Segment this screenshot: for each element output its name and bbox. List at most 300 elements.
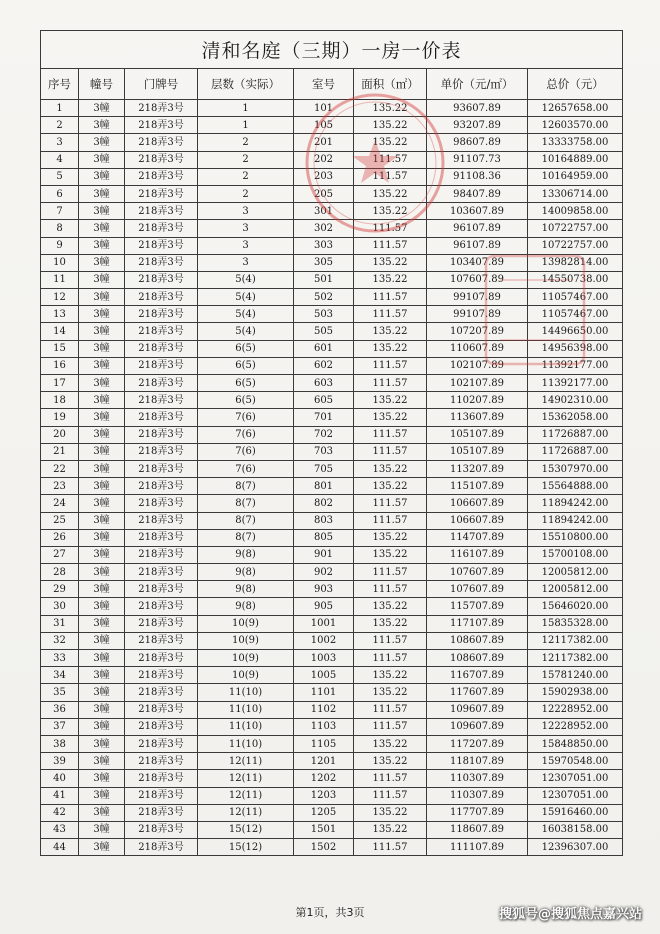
cell-floor: 6(5) bbox=[198, 357, 294, 374]
table-row bbox=[41, 546, 623, 563]
cell-area: 111.57 bbox=[354, 770, 427, 787]
cell-address: 218弄3号 bbox=[125, 839, 198, 856]
cell-room: 202 bbox=[294, 151, 354, 168]
cell-seq: 32 bbox=[41, 632, 79, 649]
table-row bbox=[41, 443, 623, 460]
cell-building: 3幢 bbox=[79, 254, 125, 271]
cell-total-price: 15848850.00 bbox=[528, 735, 623, 752]
cell-seq: 30 bbox=[41, 598, 79, 615]
cell-seq: 6 bbox=[41, 185, 79, 202]
cell-seq: 34 bbox=[41, 667, 79, 684]
cell-total-price: 15362058.00 bbox=[528, 409, 623, 426]
cell-unit-price: 110307.89 bbox=[427, 770, 528, 787]
cell-unit-price: 102107.89 bbox=[427, 375, 528, 392]
cell-room: 1205 bbox=[294, 804, 354, 821]
cell-seq: 39 bbox=[41, 753, 79, 770]
cell-room: 1002 bbox=[294, 632, 354, 649]
table-row bbox=[41, 684, 623, 701]
table-row bbox=[41, 632, 623, 649]
cell-seq: 12 bbox=[41, 289, 79, 306]
cell-area: 135.22 bbox=[354, 753, 427, 770]
table-row bbox=[41, 392, 623, 409]
header-room: 室号 bbox=[294, 69, 354, 100]
cell-area: 111.57 bbox=[354, 650, 427, 667]
cell-room: 805 bbox=[294, 529, 354, 546]
cell-room: 201 bbox=[294, 134, 354, 151]
cell-total-price: 12396307.00 bbox=[528, 839, 623, 856]
cell-address: 218弄3号 bbox=[125, 357, 198, 374]
cell-floor: 3 bbox=[198, 237, 294, 254]
cell-building: 3幢 bbox=[79, 821, 125, 838]
cell-seq: 14 bbox=[41, 323, 79, 340]
cell-address: 218弄3号 bbox=[125, 787, 198, 804]
cell-seq: 24 bbox=[41, 495, 79, 512]
table-row bbox=[41, 151, 623, 168]
cell-total-price: 12228952.00 bbox=[528, 701, 623, 718]
cell-address: 218弄3号 bbox=[125, 581, 198, 598]
cell-address: 218弄3号 bbox=[125, 289, 198, 306]
cell-area: 135.22 bbox=[354, 598, 427, 615]
cell-building: 3幢 bbox=[79, 340, 125, 357]
cell-area: 135.22 bbox=[354, 340, 427, 357]
cell-seq: 28 bbox=[41, 564, 79, 581]
cell-unit-price: 91107.73 bbox=[427, 151, 528, 168]
cell-building: 3幢 bbox=[79, 546, 125, 563]
cell-area: 135.22 bbox=[354, 684, 427, 701]
cell-address: 218弄3号 bbox=[125, 443, 198, 460]
table-row bbox=[41, 495, 623, 512]
cell-area: 135.22 bbox=[354, 821, 427, 838]
cell-area: 135.22 bbox=[354, 100, 427, 117]
cell-floor: 10(9) bbox=[198, 632, 294, 649]
cell-unit-price: 117107.89 bbox=[427, 615, 528, 632]
cell-floor: 12(11) bbox=[198, 787, 294, 804]
table-row bbox=[41, 340, 623, 357]
cell-total-price: 10722757.00 bbox=[528, 237, 623, 254]
cell-building: 3幢 bbox=[79, 495, 125, 512]
cell-unit-price: 106607.89 bbox=[427, 495, 528, 512]
cell-building: 3幢 bbox=[79, 684, 125, 701]
cell-unit-price: 110607.89 bbox=[427, 340, 528, 357]
cell-room: 901 bbox=[294, 546, 354, 563]
cell-floor: 11(10) bbox=[198, 718, 294, 735]
cell-seq: 2 bbox=[41, 117, 79, 134]
cell-area: 111.57 bbox=[354, 168, 427, 185]
cell-total-price: 11392177.00 bbox=[528, 375, 623, 392]
cell-total-price: 15564888.00 bbox=[528, 478, 623, 495]
table-header-row bbox=[41, 69, 623, 100]
cell-unit-price: 102107.89 bbox=[427, 357, 528, 374]
cell-area: 135.22 bbox=[354, 185, 427, 202]
cell-area: 135.22 bbox=[354, 529, 427, 546]
cell-unit-price: 93607.89 bbox=[427, 100, 528, 117]
cell-unit-price: 105107.89 bbox=[427, 443, 528, 460]
table-row bbox=[41, 168, 623, 185]
cell-floor: 12(11) bbox=[198, 753, 294, 770]
cell-seq: 9 bbox=[41, 237, 79, 254]
cell-total-price: 10722757.00 bbox=[528, 220, 623, 237]
cell-total-price: 11057467.00 bbox=[528, 306, 623, 323]
cell-area: 111.57 bbox=[354, 632, 427, 649]
table-row bbox=[41, 564, 623, 581]
cell-building: 3幢 bbox=[79, 306, 125, 323]
table-row bbox=[41, 117, 623, 134]
cell-address: 218弄3号 bbox=[125, 134, 198, 151]
table-row bbox=[41, 289, 623, 306]
cell-address: 218弄3号 bbox=[125, 667, 198, 684]
cell-total-price: 11894242.00 bbox=[528, 495, 623, 512]
table-title: 清和名庭（三期）一房一价表 bbox=[41, 31, 623, 69]
table-row bbox=[41, 220, 623, 237]
cell-total-price: 10164889.00 bbox=[528, 151, 623, 168]
cell-room: 602 bbox=[294, 357, 354, 374]
cell-room: 101 bbox=[294, 100, 354, 117]
cell-floor: 15(12) bbox=[198, 821, 294, 838]
table-row bbox=[41, 787, 623, 804]
cell-unit-price: 99107.89 bbox=[427, 306, 528, 323]
cell-seq: 38 bbox=[41, 735, 79, 752]
cell-unit-price: 98607.89 bbox=[427, 134, 528, 151]
cell-seq: 44 bbox=[41, 839, 79, 856]
cell-total-price: 11894242.00 bbox=[528, 512, 623, 529]
cell-floor: 6(5) bbox=[198, 392, 294, 409]
cell-floor: 1 bbox=[198, 117, 294, 134]
cell-room: 1103 bbox=[294, 718, 354, 735]
cell-area: 111.57 bbox=[354, 701, 427, 718]
cell-area: 135.22 bbox=[354, 254, 427, 271]
cell-building: 3幢 bbox=[79, 426, 125, 443]
cell-building: 3幢 bbox=[79, 787, 125, 804]
cell-unit-price: 107607.89 bbox=[427, 581, 528, 598]
cell-unit-price: 114707.89 bbox=[427, 529, 528, 546]
cell-seq: 7 bbox=[41, 203, 79, 220]
cell-building: 3幢 bbox=[79, 357, 125, 374]
header-total-price: 总价（元） bbox=[528, 69, 623, 100]
cell-seq: 25 bbox=[41, 512, 79, 529]
cell-room: 501 bbox=[294, 271, 354, 288]
cell-area: 111.57 bbox=[354, 426, 427, 443]
cell-unit-price: 109607.89 bbox=[427, 701, 528, 718]
cell-total-price: 15700108.00 bbox=[528, 546, 623, 563]
cell-total-price: 11726887.00 bbox=[528, 426, 623, 443]
table-row bbox=[41, 426, 623, 443]
cell-seq: 29 bbox=[41, 581, 79, 598]
cell-floor: 7(6) bbox=[198, 409, 294, 426]
cell-total-price: 10164959.00 bbox=[528, 168, 623, 185]
cell-seq: 26 bbox=[41, 529, 79, 546]
cell-address: 218弄3号 bbox=[125, 735, 198, 752]
cell-address: 218弄3号 bbox=[125, 100, 198, 117]
cell-total-price: 14009858.00 bbox=[528, 203, 623, 220]
cell-total-price: 13333758.00 bbox=[528, 134, 623, 151]
header-floor: 层数（实际） bbox=[198, 69, 294, 100]
header-building: 幢号 bbox=[79, 69, 125, 100]
cell-floor: 5(4) bbox=[198, 306, 294, 323]
cell-unit-price: 117707.89 bbox=[427, 804, 528, 821]
cell-address: 218弄3号 bbox=[125, 615, 198, 632]
cell-address: 218弄3号 bbox=[125, 460, 198, 477]
cell-area: 111.57 bbox=[354, 787, 427, 804]
cell-unit-price: 108607.89 bbox=[427, 632, 528, 649]
cell-floor: 15(12) bbox=[198, 839, 294, 856]
cell-total-price: 13982814.00 bbox=[528, 254, 623, 271]
cell-address: 218弄3号 bbox=[125, 340, 198, 357]
cell-room: 1201 bbox=[294, 753, 354, 770]
price-table bbox=[40, 30, 623, 856]
cell-room: 702 bbox=[294, 426, 354, 443]
cell-unit-price: 116707.89 bbox=[427, 667, 528, 684]
cell-room: 502 bbox=[294, 289, 354, 306]
page-footer: 第1页，共3页 bbox=[295, 906, 365, 919]
cell-floor: 6(5) bbox=[198, 340, 294, 357]
cell-room: 803 bbox=[294, 512, 354, 529]
cell-room: 605 bbox=[294, 392, 354, 409]
cell-room: 301 bbox=[294, 203, 354, 220]
cell-address: 218弄3号 bbox=[125, 375, 198, 392]
cell-area: 111.57 bbox=[354, 306, 427, 323]
cell-unit-price: 106607.89 bbox=[427, 512, 528, 529]
cell-total-price: 15902938.00 bbox=[528, 684, 623, 701]
cell-seq: 27 bbox=[41, 546, 79, 563]
table-row bbox=[41, 237, 623, 254]
table-row bbox=[41, 529, 623, 546]
cell-floor: 12(11) bbox=[198, 804, 294, 821]
cell-address: 218弄3号 bbox=[125, 770, 198, 787]
cell-seq: 33 bbox=[41, 650, 79, 667]
cell-room: 601 bbox=[294, 340, 354, 357]
cell-total-price: 15781240.00 bbox=[528, 667, 623, 684]
cell-building: 3幢 bbox=[79, 460, 125, 477]
cell-seq: 1 bbox=[41, 100, 79, 117]
header-unit-price: 单价（元/㎡） bbox=[427, 69, 528, 100]
cell-seq: 13 bbox=[41, 306, 79, 323]
cell-floor: 10(9) bbox=[198, 667, 294, 684]
cell-area: 135.22 bbox=[354, 323, 427, 340]
cell-room: 303 bbox=[294, 237, 354, 254]
cell-seq: 3 bbox=[41, 134, 79, 151]
cell-area: 111.57 bbox=[354, 375, 427, 392]
cell-building: 3幢 bbox=[79, 289, 125, 306]
cell-room: 905 bbox=[294, 598, 354, 615]
table-row bbox=[41, 821, 623, 838]
cell-total-price: 15970548.00 bbox=[528, 753, 623, 770]
cell-floor: 2 bbox=[198, 168, 294, 185]
cell-total-price: 14550738.00 bbox=[528, 271, 623, 288]
cell-building: 3幢 bbox=[79, 701, 125, 718]
cell-address: 218弄3号 bbox=[125, 409, 198, 426]
cell-room: 705 bbox=[294, 460, 354, 477]
table-body bbox=[41, 100, 623, 856]
table-row bbox=[41, 460, 623, 477]
cell-address: 218弄3号 bbox=[125, 151, 198, 168]
cell-room: 305 bbox=[294, 254, 354, 271]
cell-room: 203 bbox=[294, 168, 354, 185]
cell-room: 1105 bbox=[294, 735, 354, 752]
cell-building: 3幢 bbox=[79, 185, 125, 202]
cell-unit-price: 107607.89 bbox=[427, 564, 528, 581]
cell-building: 3幢 bbox=[79, 203, 125, 220]
cell-unit-price: 117607.89 bbox=[427, 684, 528, 701]
cell-floor: 10(9) bbox=[198, 650, 294, 667]
cell-address: 218弄3号 bbox=[125, 718, 198, 735]
cell-unit-price: 115707.89 bbox=[427, 598, 528, 615]
cell-room: 1202 bbox=[294, 770, 354, 787]
cell-floor: 5(4) bbox=[198, 271, 294, 288]
cell-address: 218弄3号 bbox=[125, 271, 198, 288]
source-watermark: 搜狐号@搜狐焦点嘉兴站 bbox=[498, 907, 642, 922]
table-row bbox=[41, 375, 623, 392]
table-row bbox=[41, 306, 623, 323]
cell-floor: 10(9) bbox=[198, 615, 294, 632]
cell-floor: 9(8) bbox=[198, 598, 294, 615]
cell-area: 135.22 bbox=[354, 478, 427, 495]
cell-room: 603 bbox=[294, 375, 354, 392]
cell-floor: 8(7) bbox=[198, 478, 294, 495]
cell-building: 3幢 bbox=[79, 323, 125, 340]
cell-total-price: 15835328.00 bbox=[528, 615, 623, 632]
cell-floor: 11(10) bbox=[198, 684, 294, 701]
cell-building: 3幢 bbox=[79, 151, 125, 168]
cell-area: 111.57 bbox=[354, 495, 427, 512]
cell-address: 218弄3号 bbox=[125, 701, 198, 718]
cell-room: 505 bbox=[294, 323, 354, 340]
table-row bbox=[41, 323, 623, 340]
cell-area: 135.22 bbox=[354, 134, 427, 151]
cell-building: 3幢 bbox=[79, 770, 125, 787]
cell-seq: 10 bbox=[41, 254, 79, 271]
cell-seq: 37 bbox=[41, 718, 79, 735]
cell-unit-price: 110307.89 bbox=[427, 787, 528, 804]
cell-area: 111.57 bbox=[354, 151, 427, 168]
cell-building: 3幢 bbox=[79, 529, 125, 546]
cell-area: 111.57 bbox=[354, 718, 427, 735]
table-row bbox=[41, 512, 623, 529]
cell-address: 218弄3号 bbox=[125, 546, 198, 563]
table-row bbox=[41, 185, 623, 202]
table-row bbox=[41, 701, 623, 718]
cell-floor: 3 bbox=[198, 254, 294, 271]
cell-area: 135.22 bbox=[354, 203, 427, 220]
cell-building: 3幢 bbox=[79, 392, 125, 409]
cell-seq: 23 bbox=[41, 478, 79, 495]
cell-building: 3幢 bbox=[79, 581, 125, 598]
table-row bbox=[41, 134, 623, 151]
cell-total-price: 12005812.00 bbox=[528, 581, 623, 598]
cell-unit-price: 109607.89 bbox=[427, 718, 528, 735]
cell-address: 218弄3号 bbox=[125, 564, 198, 581]
cell-address: 218弄3号 bbox=[125, 632, 198, 649]
cell-building: 3幢 bbox=[79, 718, 125, 735]
cell-total-price: 12603570.00 bbox=[528, 117, 623, 134]
cell-total-price: 12657658.00 bbox=[528, 100, 623, 117]
cell-address: 218弄3号 bbox=[125, 168, 198, 185]
table-row bbox=[41, 254, 623, 271]
cell-building: 3幢 bbox=[79, 564, 125, 581]
cell-area: 135.22 bbox=[354, 546, 427, 563]
cell-unit-price: 107207.89 bbox=[427, 323, 528, 340]
cell-floor: 7(6) bbox=[198, 460, 294, 477]
cell-area: 111.57 bbox=[354, 839, 427, 856]
cell-total-price: 12307051.00 bbox=[528, 770, 623, 787]
cell-building: 3幢 bbox=[79, 598, 125, 615]
table-row bbox=[41, 357, 623, 374]
cell-floor: 6(5) bbox=[198, 375, 294, 392]
table-row bbox=[41, 581, 623, 598]
header-seq: 序号 bbox=[41, 69, 79, 100]
cell-building: 3幢 bbox=[79, 478, 125, 495]
cell-area: 135.22 bbox=[354, 271, 427, 288]
cell-unit-price: 111107.89 bbox=[427, 839, 528, 856]
cell-total-price: 13306714.00 bbox=[528, 185, 623, 202]
cell-unit-price: 113607.89 bbox=[427, 409, 528, 426]
table-row bbox=[41, 100, 623, 117]
cell-address: 218弄3号 bbox=[125, 185, 198, 202]
cell-room: 801 bbox=[294, 478, 354, 495]
cell-unit-price: 110207.89 bbox=[427, 392, 528, 409]
table-row bbox=[41, 409, 623, 426]
cell-total-price: 11726887.00 bbox=[528, 443, 623, 460]
cell-unit-price: 103607.89 bbox=[427, 203, 528, 220]
cell-unit-price: 108607.89 bbox=[427, 650, 528, 667]
table-row bbox=[41, 598, 623, 615]
cell-total-price: 12117382.00 bbox=[528, 650, 623, 667]
table-row bbox=[41, 735, 623, 752]
cell-unit-price: 96107.89 bbox=[427, 220, 528, 237]
cell-total-price: 12005812.00 bbox=[528, 564, 623, 581]
cell-floor: 7(6) bbox=[198, 443, 294, 460]
cell-address: 218弄3号 bbox=[125, 220, 198, 237]
cell-area: 135.22 bbox=[354, 117, 427, 134]
table-row bbox=[41, 650, 623, 667]
cell-seq: 17 bbox=[41, 375, 79, 392]
cell-address: 218弄3号 bbox=[125, 117, 198, 134]
cell-address: 218弄3号 bbox=[125, 753, 198, 770]
cell-unit-price: 93207.89 bbox=[427, 117, 528, 134]
cell-building: 3幢 bbox=[79, 839, 125, 856]
cell-building: 3幢 bbox=[79, 512, 125, 529]
cell-floor: 12(11) bbox=[198, 770, 294, 787]
cell-building: 3幢 bbox=[79, 220, 125, 237]
cell-address: 218弄3号 bbox=[125, 237, 198, 254]
cell-area: 135.22 bbox=[354, 392, 427, 409]
cell-total-price: 15916460.00 bbox=[528, 804, 623, 821]
table-row bbox=[41, 753, 623, 770]
cell-room: 703 bbox=[294, 443, 354, 460]
header-area: 面积（㎡） bbox=[354, 69, 427, 100]
cell-address: 218弄3号 bbox=[125, 323, 198, 340]
cell-floor: 1 bbox=[198, 100, 294, 117]
cell-building: 3幢 bbox=[79, 804, 125, 821]
cell-area: 135.22 bbox=[354, 667, 427, 684]
cell-building: 3幢 bbox=[79, 168, 125, 185]
cell-seq: 11 bbox=[41, 271, 79, 288]
cell-unit-price: 117207.89 bbox=[427, 735, 528, 752]
cell-total-price: 15307970.00 bbox=[528, 460, 623, 477]
cell-seq: 8 bbox=[41, 220, 79, 237]
cell-total-price: 12307051.00 bbox=[528, 787, 623, 804]
cell-floor: 9(8) bbox=[198, 581, 294, 598]
cell-building: 3幢 bbox=[79, 237, 125, 254]
cell-floor: 3 bbox=[198, 203, 294, 220]
cell-room: 1501 bbox=[294, 821, 354, 838]
cell-room: 802 bbox=[294, 495, 354, 512]
table-row bbox=[41, 804, 623, 821]
cell-area: 111.57 bbox=[354, 220, 427, 237]
cell-seq: 18 bbox=[41, 392, 79, 409]
cell-area: 111.57 bbox=[354, 581, 427, 598]
cell-area: 135.22 bbox=[354, 735, 427, 752]
cell-building: 3幢 bbox=[79, 753, 125, 770]
